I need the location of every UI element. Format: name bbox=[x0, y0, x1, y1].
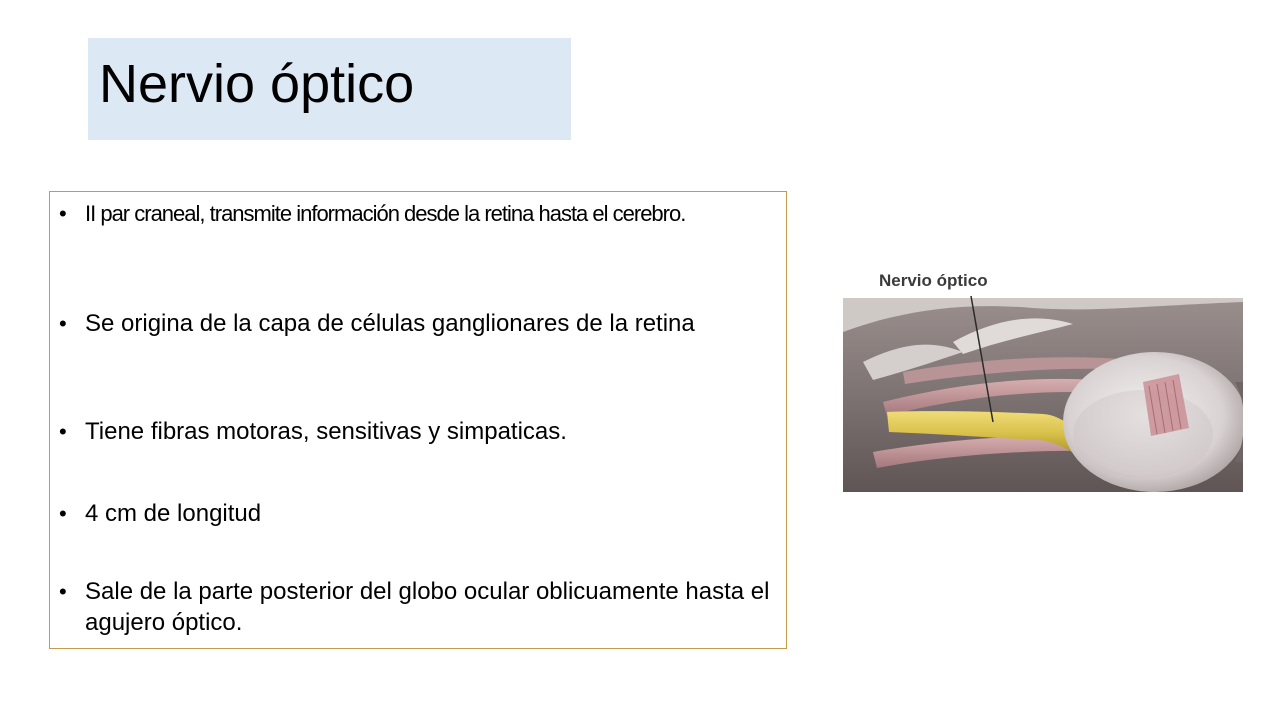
bullet-text: 4 cm de longitud bbox=[85, 500, 262, 527]
bullet-text: Sale de la parte posterior del globo ocular oblicuamente hasta el agujero óptico. bbox=[85, 578, 770, 636]
title-box bbox=[88, 38, 571, 140]
bullet-dot: • bbox=[59, 419, 67, 444]
optic-nerve-illustration bbox=[843, 262, 1243, 492]
bullet-text: Tiene fibras motoras, sensitivas y simpaticas. bbox=[85, 418, 567, 445]
bullet-dot: • bbox=[59, 501, 67, 526]
eye-anatomy-drawing bbox=[843, 262, 1243, 492]
eyeball-shade bbox=[1073, 390, 1213, 478]
bullet-text: Se origina de la capa de células ganglionares de la retina bbox=[85, 310, 695, 337]
bullet-dot: • bbox=[59, 579, 67, 604]
figure-label: Nervio óptico bbox=[879, 271, 988, 290]
bullet-dot: • bbox=[59, 201, 67, 226]
bullet-dot: • bbox=[59, 311, 67, 336]
bullet-text: II par craneal, transmite información desde la retina hasta el cerebro. bbox=[85, 201, 686, 226]
slide-title: Nervio óptico bbox=[99, 54, 415, 114]
bullet-list-box bbox=[49, 191, 787, 649]
